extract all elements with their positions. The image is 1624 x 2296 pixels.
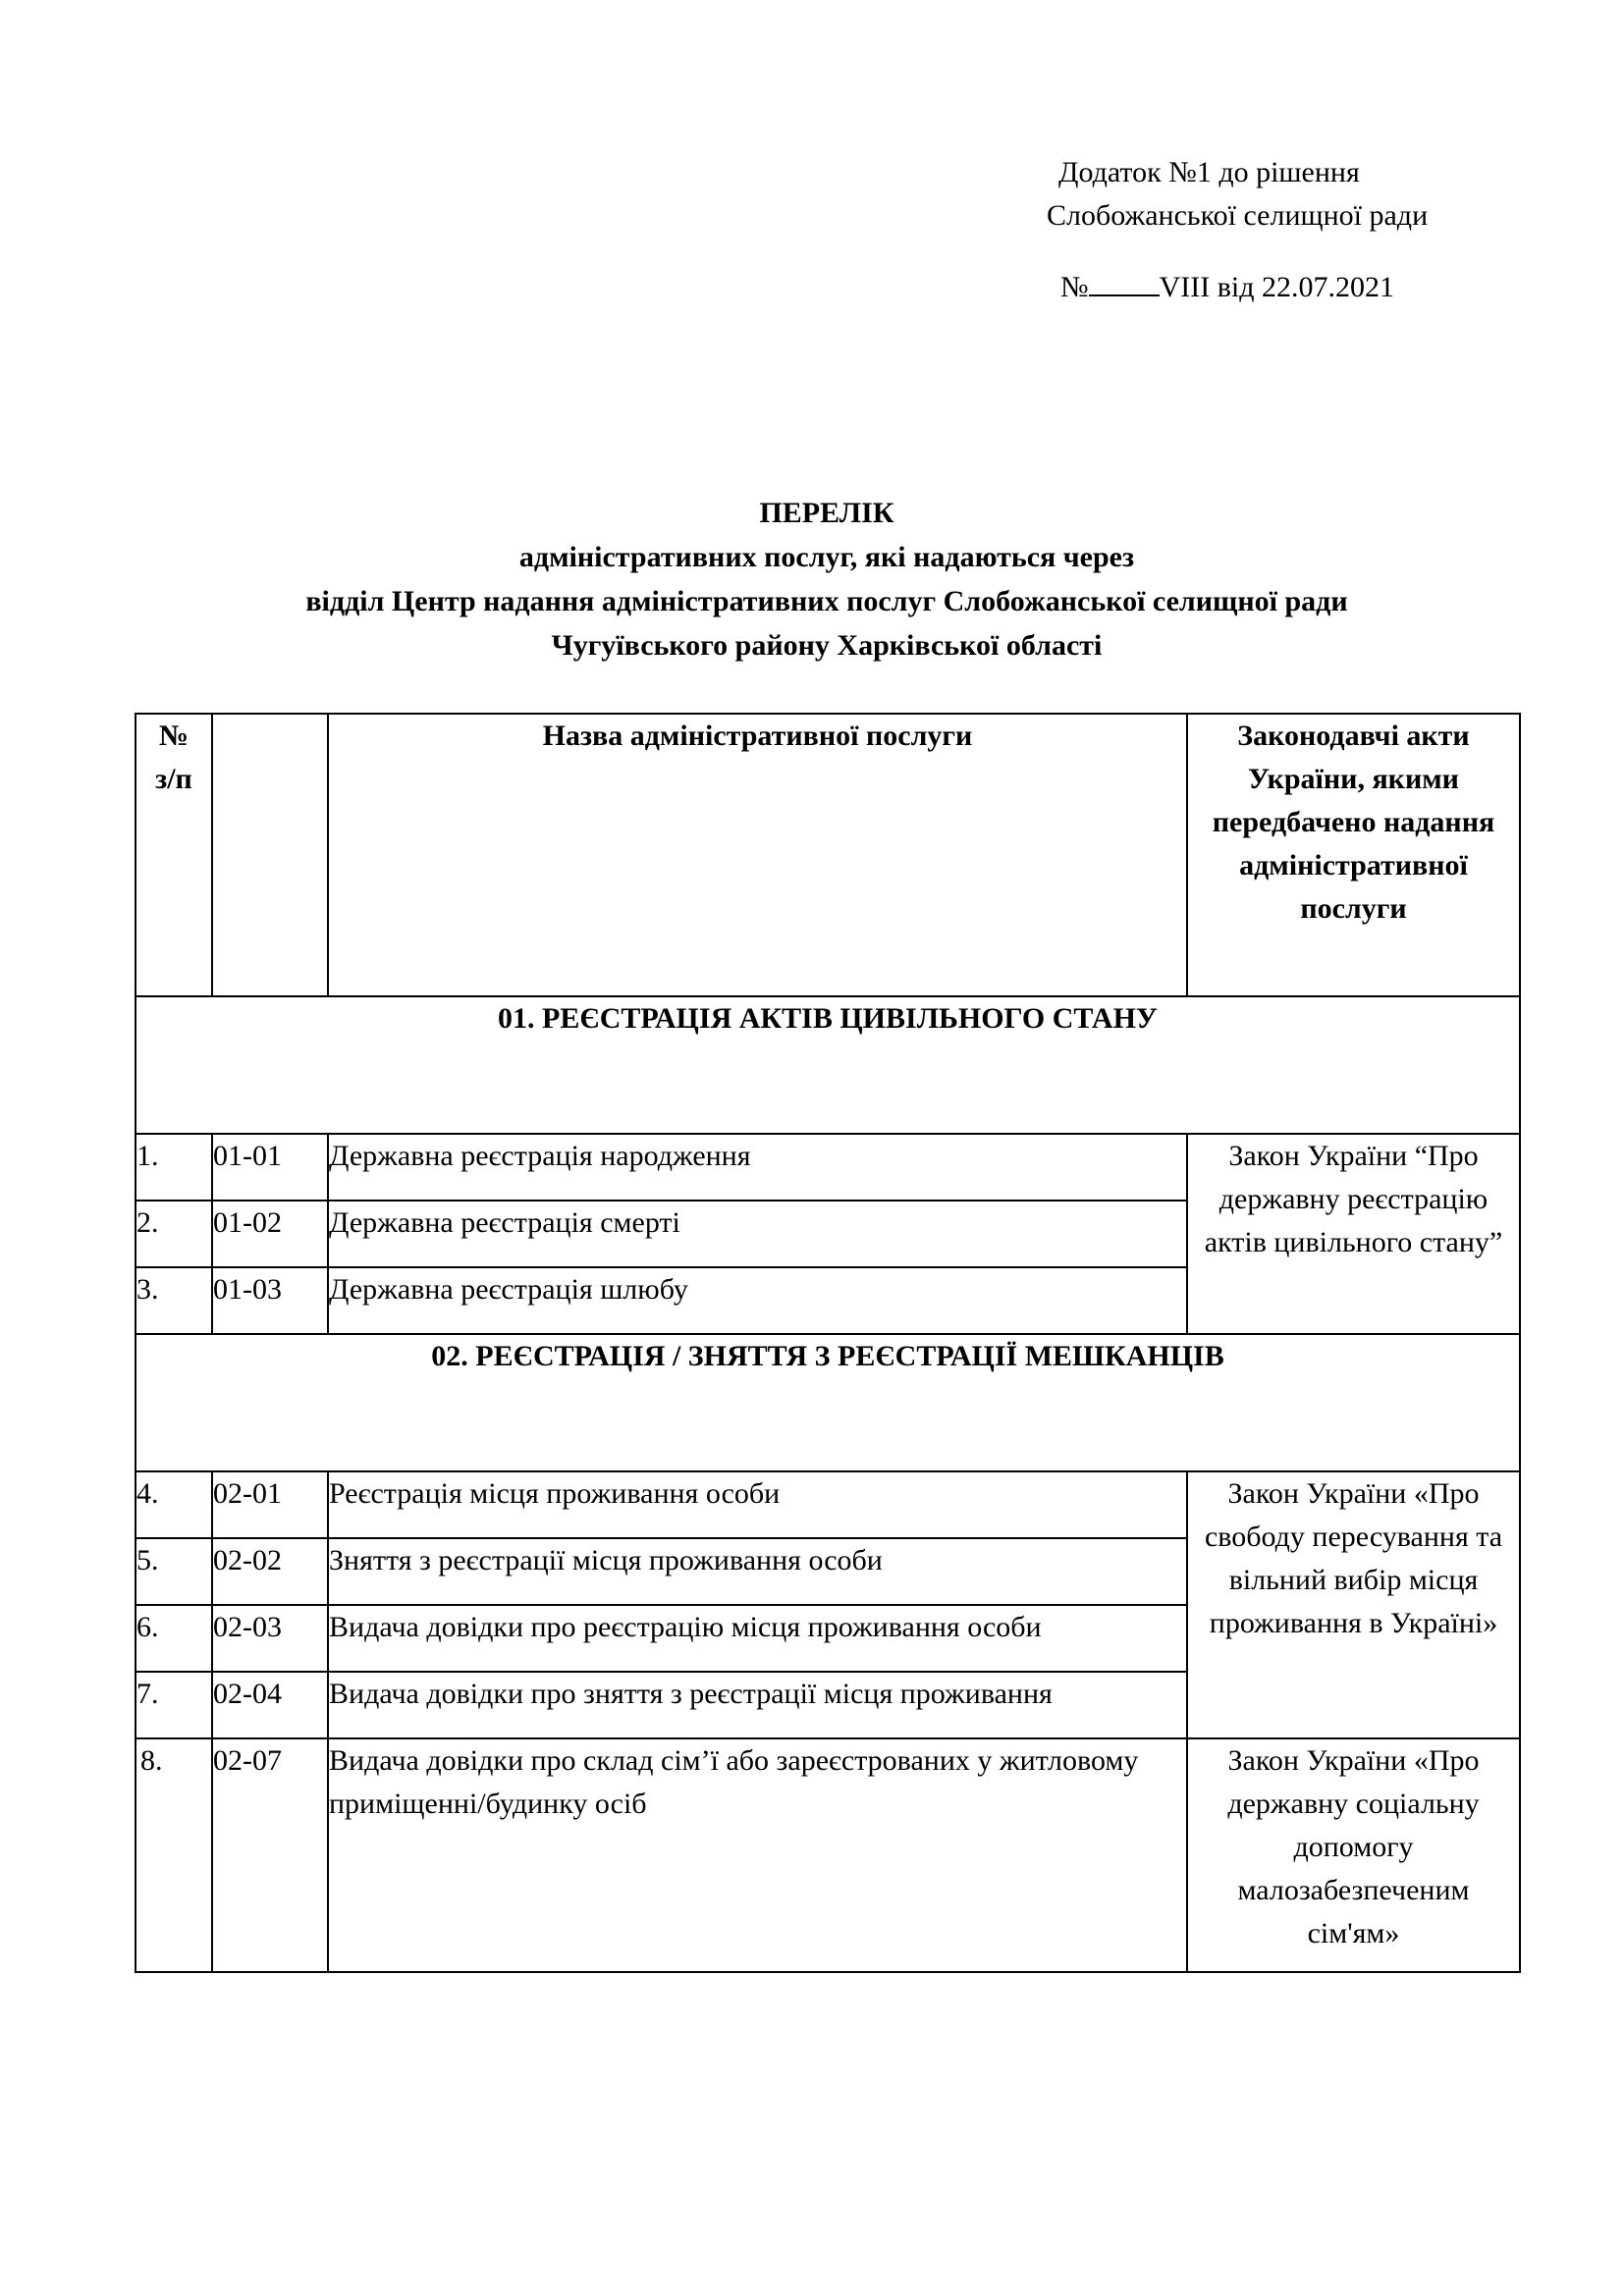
row-number: 3. [135,1267,212,1334]
header-service-name: Назва адміністративної послуги [328,714,1187,996]
row-number: 8. [135,1738,212,1972]
section-title: 01. РЕЄСТРАЦІЯ АКТІВ ЦИВІЛЬНОГО СТАНУ [135,996,1520,1134]
title-line-3: відділ Центр надання адміністративних послуг Слобожанської селищної ради [305,585,1348,617]
title-line-4: Чугуївського району Харківської області [551,629,1103,662]
row-number: 1. [135,1134,212,1201]
row-legislation: Закон України «Про свободу пересування та вільний вибір місця проживання в Україні» [1187,1471,1520,1738]
row-number: 7. [135,1672,212,1738]
table-row [135,1738,1520,1972]
decision-number [1060,267,1394,307]
title-line-2: адміністративних послуг, які надаються через [518,541,1135,573]
header-number [135,714,212,996]
row-code: 02-04 [212,1672,328,1738]
row-code: 01-02 [212,1201,328,1267]
row-code: 02-02 [212,1538,328,1605]
table-header-row [135,714,1520,996]
row-service-name: Державна реєстрація народження [328,1134,1187,1201]
row-code: 01-03 [212,1267,328,1334]
row-number: 2. [135,1201,212,1267]
row-legislation: Закон України «Про державну соціальну допомогу малозабезпеченим сім'ям» [1187,1738,1520,1972]
addendum-line-1: Додаток №1 до рішення [1058,156,1360,188]
row-code: 02-07 [212,1738,328,1972]
document-title [135,491,1519,667]
row-service-name: Державна реєстрація смерті [328,1201,1187,1267]
section-heading-row [135,1334,1520,1471]
table-row [135,1134,1520,1201]
addendum-line-2: Слобожанської селищної ради [1047,199,1429,232]
row-service-name: Зняття з реєстрації місця проживання особи [328,1538,1187,1605]
header-number-symbol: № [158,720,189,752]
row-number: 5. [135,1538,212,1605]
row-code: 01-01 [212,1134,328,1201]
section-title: 02. РЕЄСТРАЦІЯ / ЗНЯТТЯ З РЕЄСТРАЦІЇ МЕШКАНЦІВ [135,1334,1520,1471]
number-suffix: VIII від 22.07.2021 [1159,271,1395,303]
header-number-label: з/п [155,763,192,795]
row-code: 02-03 [212,1605,328,1672]
row-service-name: Видача довідки про склад сім’ї або зареєстрованих у житловому приміщенні/будинку осіб [328,1738,1187,1972]
row-service-name: Реєстрація місця проживання особи [328,1471,1187,1538]
services-table [135,713,1521,1973]
row-code: 02-01 [212,1471,328,1538]
table-row [135,1471,1520,1538]
section-heading-row [135,996,1520,1134]
row-service-name: Державна реєстрація шлюбу [328,1267,1187,1334]
row-service-name: Видача довідки про реєстрацію місця проживання особи [328,1605,1187,1672]
header-legislation: Законодавчі акти України, якими передбачено надання адміністративної послуги [1187,714,1520,996]
title-line-1: ПЕРЕЛІК [759,497,894,529]
row-number: 4. [135,1471,212,1538]
row-service-name: Видача довідки про зняття з реєстрації місця проживання [328,1672,1187,1738]
header-code [212,714,328,996]
row-number: 6. [135,1605,212,1672]
row-legislation: Закон України “Про державну реєстрацію актів цивільного стану” [1187,1134,1520,1334]
number-prefix: № [1060,271,1089,303]
number-blank [1089,267,1160,296]
